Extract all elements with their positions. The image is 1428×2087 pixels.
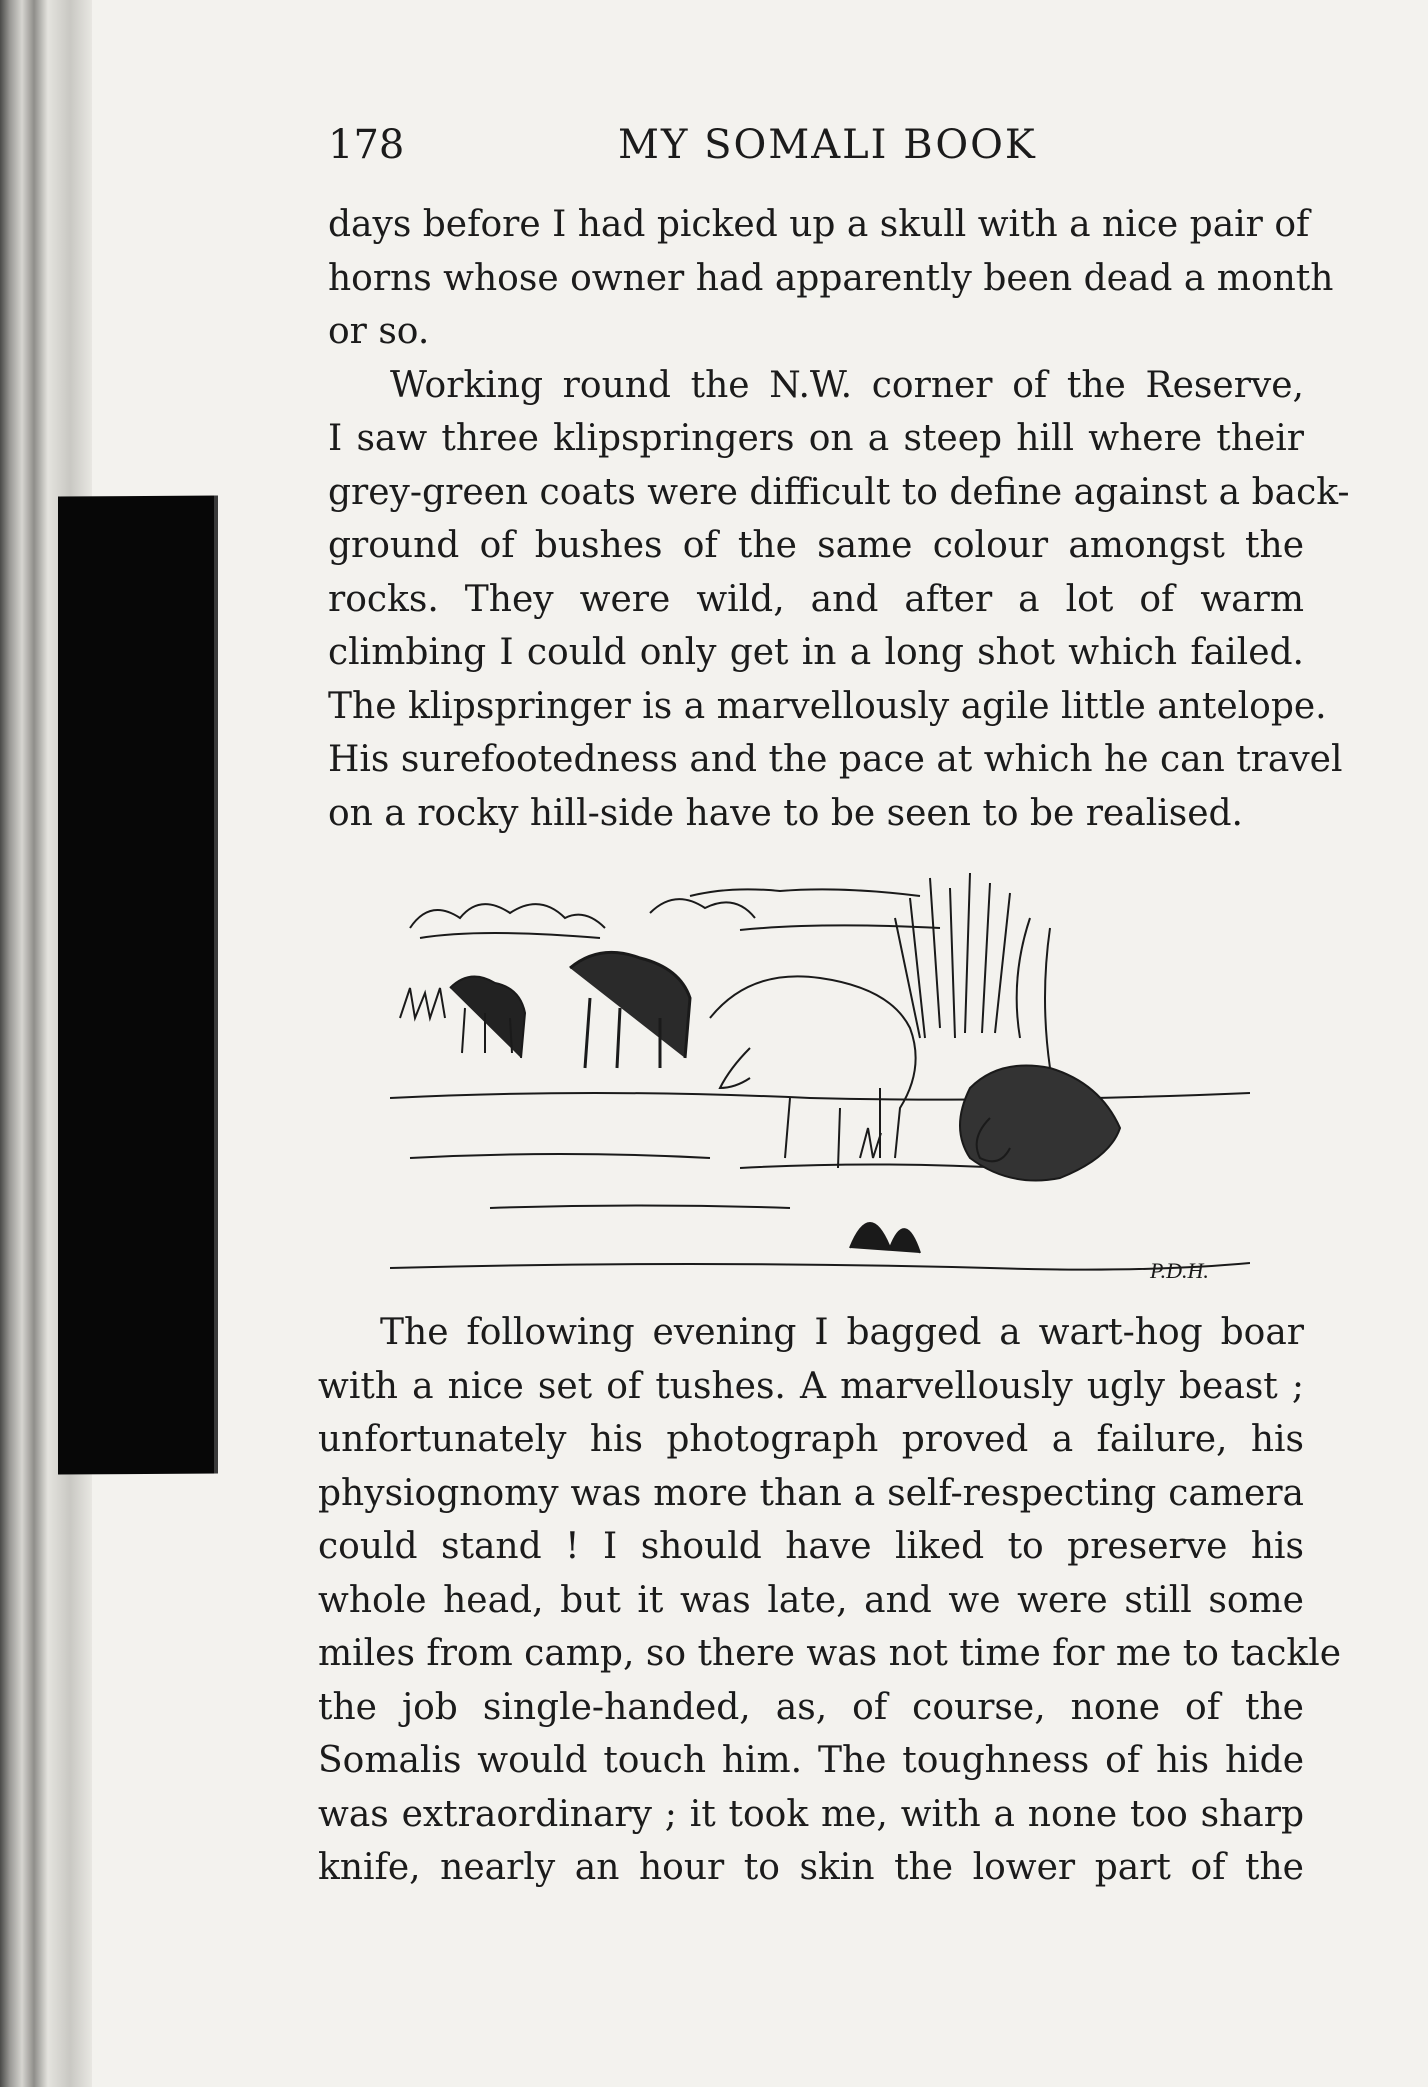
text-line: with a nice set of tushes. A marvellously ugly beast ; (318, 1365, 1304, 1407)
warthog-illustration (390, 858, 1250, 1288)
text-line: was extraordinary ; it took me, with a none too sharp (318, 1793, 1304, 1835)
text-line: knife, nearly an hour to skin the lower part of the (318, 1847, 1304, 1888)
black-tab-marker (58, 495, 218, 1474)
text-line: could stand ! I should have liked to preserve his (318, 1526, 1304, 1567)
page-number: 178 (328, 122, 405, 168)
paragraph-block-bottom (318, 1306, 1342, 1895)
paragraph-block-top (328, 198, 1350, 840)
page-header (328, 120, 1328, 170)
text-line: grey-green coats were difficult to define against a back- (328, 471, 1350, 513)
text-line: ground of bushes of the same colour amongst the (328, 525, 1304, 566)
text-line: the job single-handed, as, of course, none of the (318, 1686, 1304, 1728)
text-line: or so. (328, 311, 430, 352)
warthog-drawing (390, 858, 1250, 1288)
text-line: climbing I could only get in a long shot which failed. (328, 632, 1304, 673)
text-line: rocks. They were wild, and after a lot of warm (328, 578, 1304, 620)
text-line: Somalis would touch him. The toughness of his hide (318, 1740, 1304, 1781)
text-line: on a rocky hill-side have to be seen to be realised. (328, 792, 1243, 834)
artist-signature: P.D.H. (1150, 1258, 1209, 1283)
text-line: The following evening I bagged a wart-hog boar (380, 1312, 1304, 1353)
text-line: miles from camp, so there was not time for me to tackle (318, 1633, 1342, 1674)
text-line: horns whose owner had apparently been dead a month (328, 257, 1334, 299)
text-line: days before I had picked up a skull with a nice pair of (328, 204, 1310, 245)
text-line: I saw three klipspringers on a steep hill where their (328, 418, 1304, 459)
text-line: whole head, but it was late, and we were still some (318, 1579, 1304, 1621)
text-line: physiognomy was more than a self-respecting camera (318, 1472, 1304, 1514)
text-line: unfortunately his photograph proved a failure, his (318, 1419, 1304, 1460)
text-line: His surefootedness and the pace at which he can travel (328, 739, 1343, 780)
text-line: Working round the N.W. corner of the Reserve, (390, 364, 1304, 406)
text-line: The klipspringer is a marvellously agile little antelope. (328, 685, 1327, 727)
running-title: MY SOMALI BOOK (618, 122, 1037, 168)
